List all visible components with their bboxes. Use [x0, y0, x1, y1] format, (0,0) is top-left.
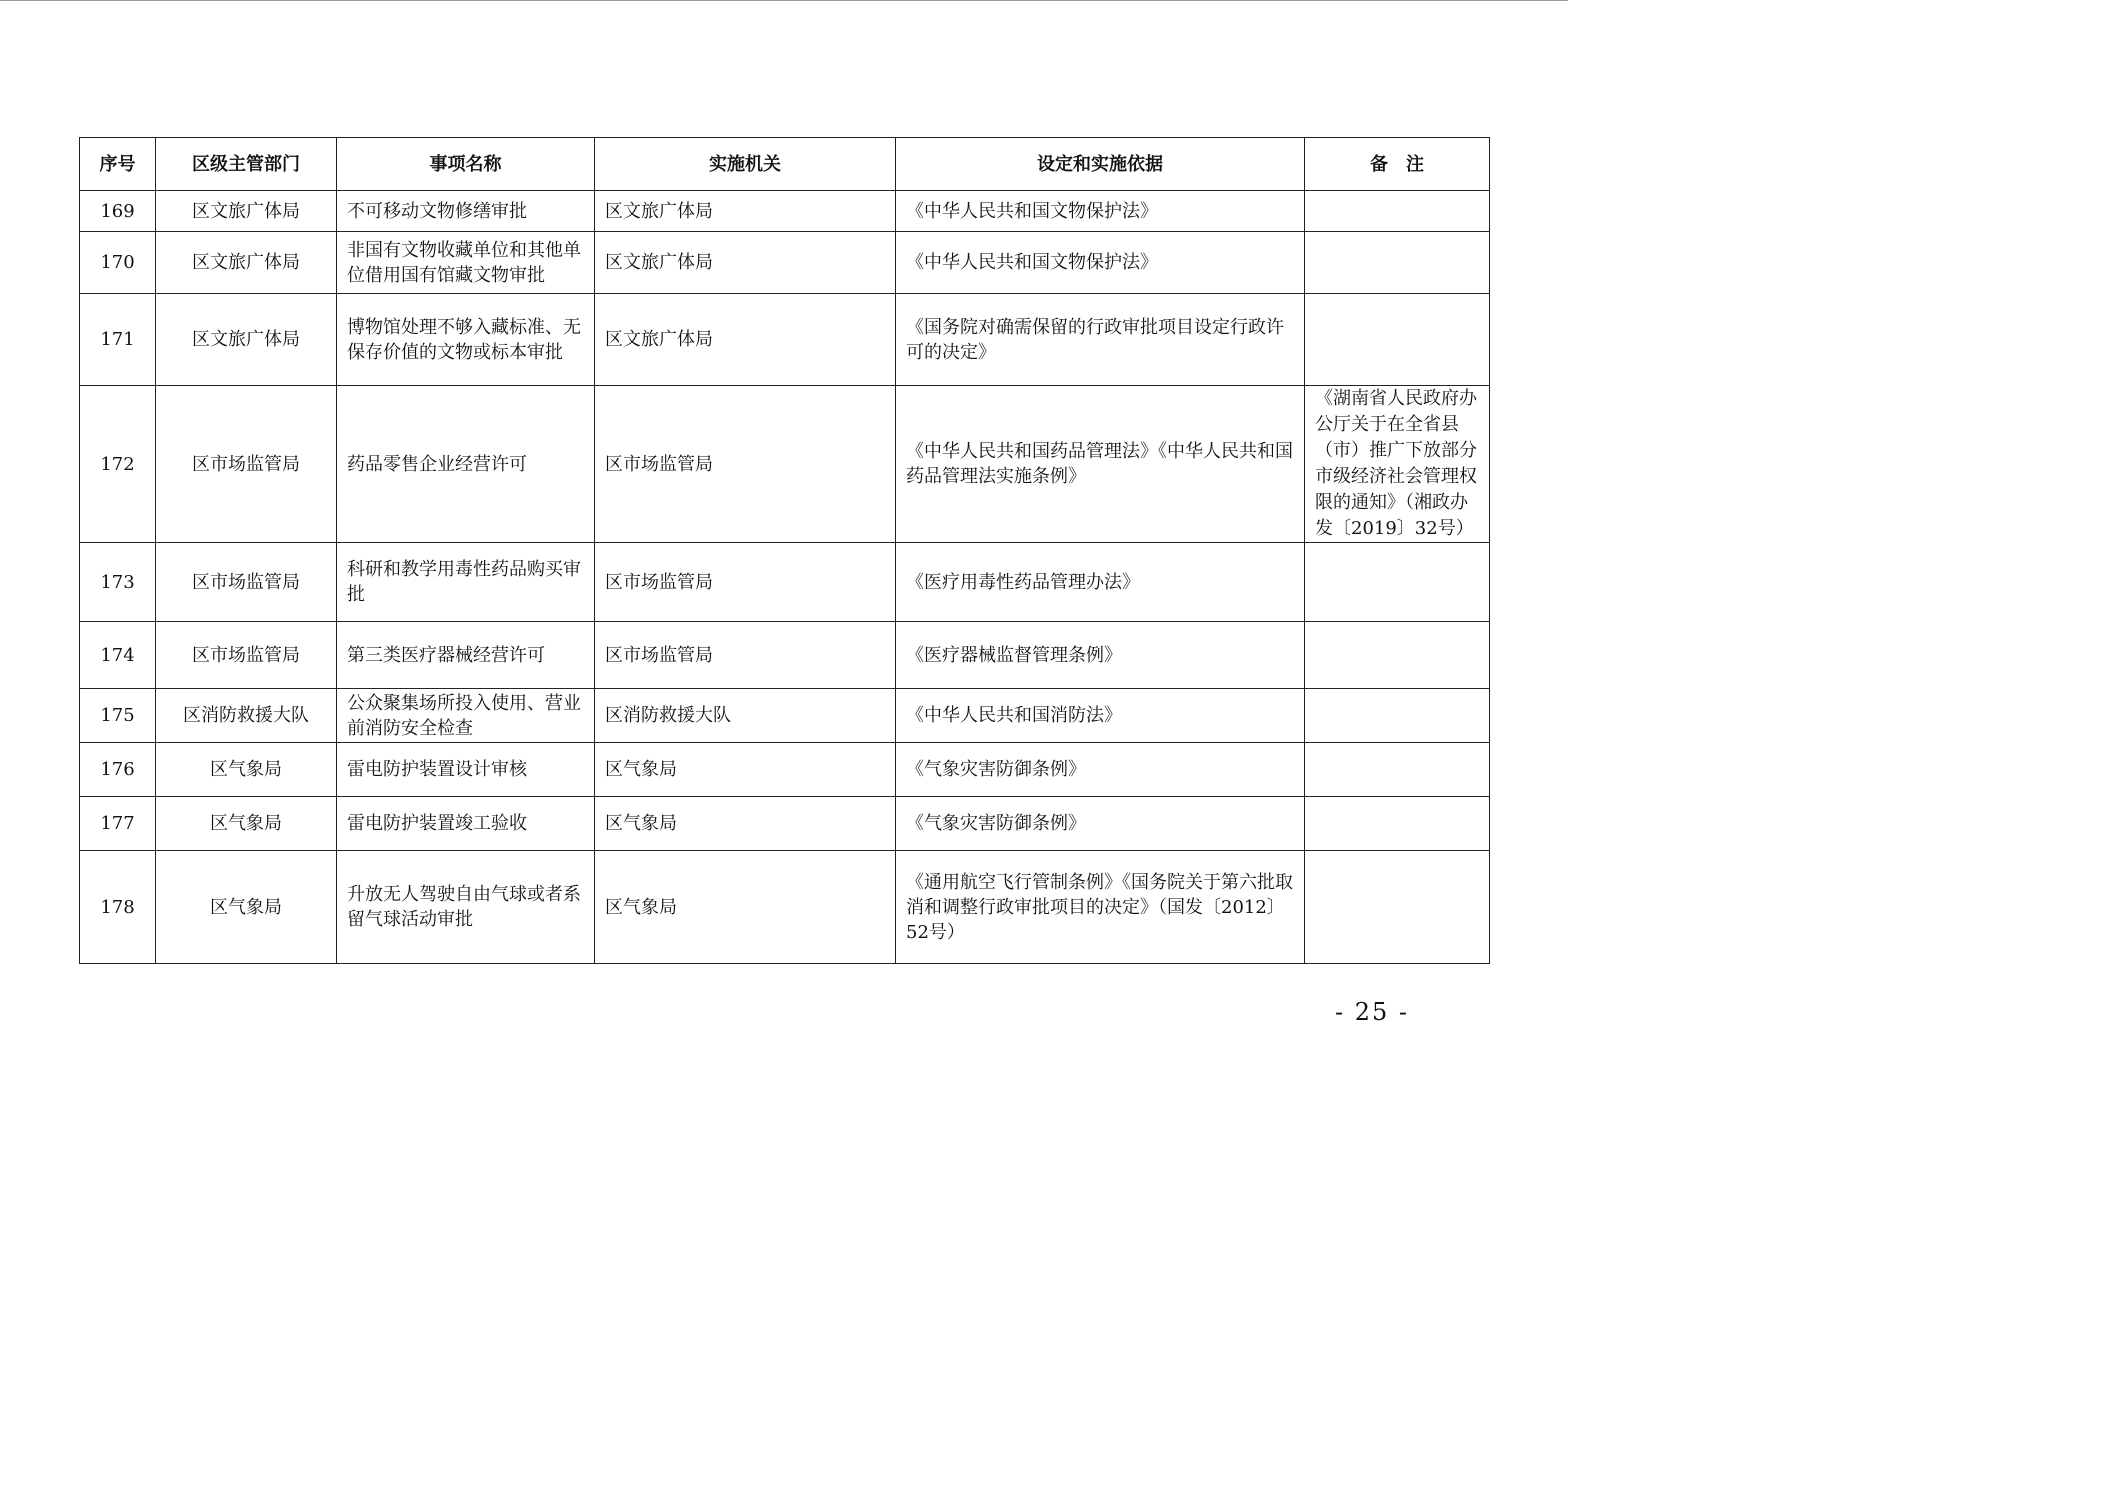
header-remarks: 备 注	[1305, 138, 1490, 191]
table-row	[80, 797, 1490, 851]
row-number: 174	[80, 622, 156, 689]
row-legal-basis: 《通用航空飞行管制条例》《国务院关于第六批取消和调整行政审批项目的决定》（国发〔2012〕52号）	[896, 851, 1305, 964]
row-implementing-org: 区气象局	[595, 743, 896, 797]
row-department: 区文旅广体局	[156, 191, 337, 232]
table-row	[80, 191, 1490, 232]
row-remarks	[1305, 232, 1490, 294]
row-item-name: 雷电防护装置竣工验收	[337, 797, 595, 851]
row-number: 176	[80, 743, 156, 797]
row-item-name: 雷电防护装置设计审核	[337, 743, 595, 797]
row-legal-basis: 《中华人民共和国消防法》	[896, 689, 1305, 743]
header-number: 序号	[80, 138, 156, 191]
row-legal-basis: 《中华人民共和国文物保护法》	[896, 232, 1305, 294]
row-number: 178	[80, 851, 156, 964]
header-implementing-org: 实施机关	[595, 138, 896, 191]
row-remarks	[1305, 294, 1490, 386]
row-department: 区市场监管局	[156, 543, 337, 622]
row-legal-basis: 《医疗器械监督管理条例》	[896, 622, 1305, 689]
row-implementing-org: 区气象局	[595, 851, 896, 964]
row-remarks: 《湖南省人民政府办公厅关于在全省县（市）推广下放部分市级经济社会管理权限的通知》（湘政办发〔2019〕32号）	[1305, 386, 1490, 543]
row-department: 区消防救援大队	[156, 689, 337, 743]
row-number: 171	[80, 294, 156, 386]
header-item-name: 事项名称	[337, 138, 595, 191]
table-row	[80, 232, 1490, 294]
header-department: 区级主管部门	[156, 138, 337, 191]
row-department: 区气象局	[156, 743, 337, 797]
row-number: 175	[80, 689, 156, 743]
row-item-name: 非国有文物收藏单位和其他单位借用国有馆藏文物审批	[337, 232, 595, 294]
row-number: 170	[80, 232, 156, 294]
row-implementing-org: 区文旅广体局	[595, 294, 896, 386]
row-remarks	[1305, 689, 1490, 743]
row-remarks	[1305, 622, 1490, 689]
row-department: 区文旅广体局	[156, 294, 337, 386]
table-row	[80, 543, 1490, 622]
table-row	[80, 622, 1490, 689]
row-number: 177	[80, 797, 156, 851]
row-remarks	[1305, 743, 1490, 797]
header-legal-basis: 设定和实施依据	[896, 138, 1305, 191]
table-row	[80, 689, 1490, 743]
approval-items-table	[79, 137, 1490, 964]
table-row	[80, 294, 1490, 386]
row-implementing-org: 区文旅广体局	[595, 191, 896, 232]
row-department: 区市场监管局	[156, 386, 337, 543]
row-department: 区文旅广体局	[156, 232, 337, 294]
row-remarks	[1305, 851, 1490, 964]
row-item-name: 公众聚集场所投入使用、营业前消防安全检查	[337, 689, 595, 743]
row-legal-basis: 《中华人民共和国药品管理法》《中华人民共和国药品管理法实施条例》	[896, 386, 1305, 543]
row-implementing-org: 区气象局	[595, 797, 896, 851]
row-implementing-org: 区消防救援大队	[595, 689, 896, 743]
page-number: - 25 -	[1334, 998, 1409, 1026]
row-legal-basis: 《医疗用毒性药品管理办法》	[896, 543, 1305, 622]
table-row	[80, 386, 1490, 543]
row-remarks	[1305, 543, 1490, 622]
row-legal-basis: 《气象灾害防御条例》	[896, 743, 1305, 797]
row-legal-basis: 《国务院对确需保留的行政审批项目设定行政许可的决定》	[896, 294, 1305, 386]
row-department: 区气象局	[156, 851, 337, 964]
row-item-name: 不可移动文物修缮审批	[337, 191, 595, 232]
row-item-name: 科研和教学用毒性药品购买审批	[337, 543, 595, 622]
table-row	[80, 851, 1490, 964]
row-implementing-org: 区市场监管局	[595, 543, 896, 622]
table-row	[80, 743, 1490, 797]
row-number: 173	[80, 543, 156, 622]
row-remarks	[1305, 797, 1490, 851]
row-item-name: 第三类医疗器械经营许可	[337, 622, 595, 689]
row-implementing-org: 区文旅广体局	[595, 232, 896, 294]
row-item-name: 博物馆处理不够入藏标准、无保存价值的文物或标本审批	[337, 294, 595, 386]
table-header-row	[80, 138, 1490, 191]
row-item-name: 升放无人驾驶自由气球或者系留气球活动审批	[337, 851, 595, 964]
row-number: 172	[80, 386, 156, 543]
row-legal-basis: 《气象灾害防御条例》	[896, 797, 1305, 851]
top-rule	[0, 0, 1568, 1]
row-department: 区气象局	[156, 797, 337, 851]
row-remarks	[1305, 191, 1490, 232]
row-item-name: 药品零售企业经营许可	[337, 386, 595, 543]
row-number: 169	[80, 191, 156, 232]
row-legal-basis: 《中华人民共和国文物保护法》	[896, 191, 1305, 232]
row-implementing-org: 区市场监管局	[595, 386, 896, 543]
row-implementing-org: 区市场监管局	[595, 622, 896, 689]
row-department: 区市场监管局	[156, 622, 337, 689]
